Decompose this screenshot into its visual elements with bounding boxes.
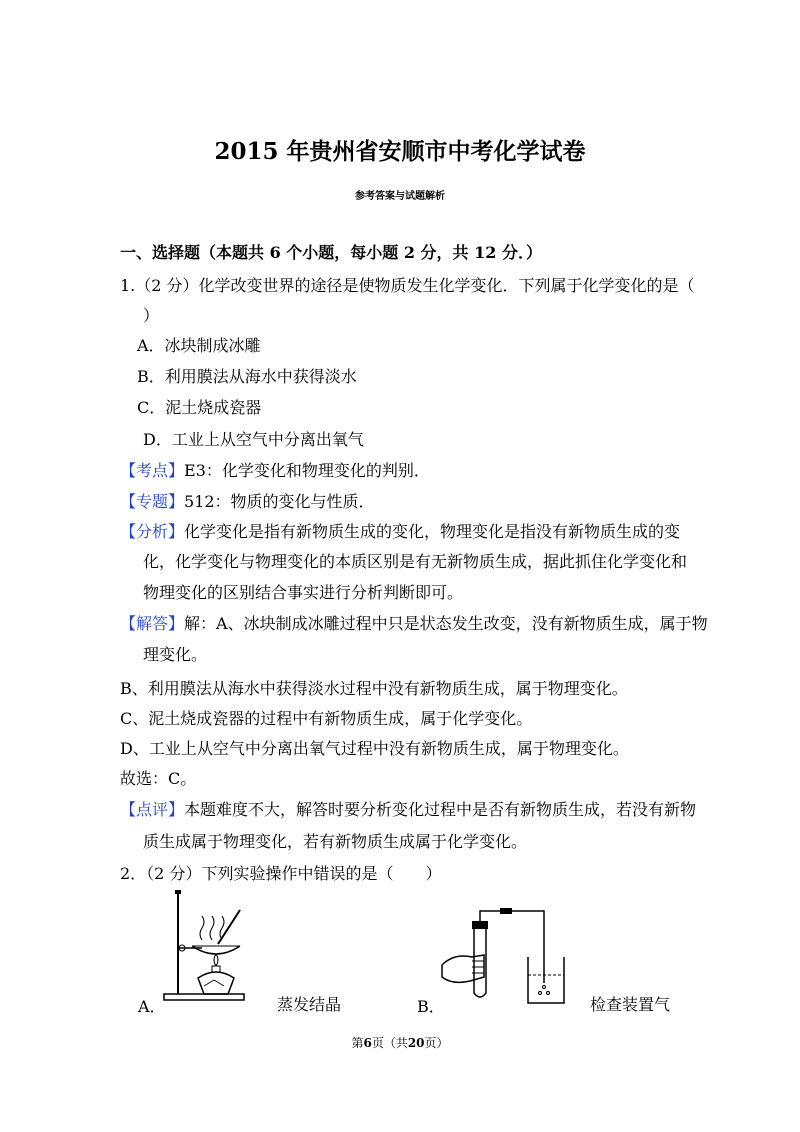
jieda-tag: 【解答】 bbox=[120, 614, 185, 633]
dianping-text: 本题难度不大，解答时要分析变化过程中是否有新物质生成，若没有新物 bbox=[184, 800, 697, 819]
q1-answer: 故选：C。 bbox=[120, 769, 197, 788]
zhuanti-text: 512：物质的变化与性质． bbox=[184, 492, 375, 511]
q1-fenxi-line3: 物理变化的区别结合事实进行分析判断即可。 bbox=[143, 583, 464, 602]
zhuanti-tag: 【专题】 bbox=[120, 492, 185, 511]
q1-fenxi-line1 bbox=[120, 519, 680, 542]
kaodian-tag: 【考点】 bbox=[120, 461, 185, 480]
jieda-text: 解：A、冰块制成冰雕过程中只是状态发生改变，没有新物质生成，属于物 bbox=[184, 614, 708, 633]
q2-option-a-letter: A． bbox=[138, 997, 166, 1016]
q1-fenxi-line2: 化，化学变化与物理变化的本质区别是有无新物质生成，据此抓住化学变化和 bbox=[143, 552, 688, 571]
footer-suffix: 页） bbox=[424, 1036, 449, 1050]
footer-page-number: 6 bbox=[363, 1036, 372, 1050]
q1-dianping-line2: 质生成属于物理变化，若有新物质生成属于化学变化。 bbox=[143, 832, 528, 851]
q1-option-d: D．工业上从空气中分离出氧气 bbox=[143, 430, 364, 449]
q2-option-b-caption: 检查装置气 bbox=[590, 995, 671, 1014]
evaporation-apparatus-figure bbox=[158, 890, 258, 1006]
q1-jieda-b: B、利用膜法从海水中获得淡水过程中没有新物质生成，属于物理变化。 bbox=[120, 679, 628, 698]
q1-zhuanti bbox=[120, 489, 375, 512]
page-subtitle: 参考答案与试题解析 bbox=[355, 191, 445, 202]
q1-dianping-line1 bbox=[120, 797, 696, 820]
q1-option-b: B．利用膜法从海水中获得淡水 bbox=[137, 367, 357, 386]
fenxi-tag: 【分析】 bbox=[120, 522, 185, 541]
q1-jieda-line2: 理变化。 bbox=[143, 645, 208, 664]
fenxi-text: 化学变化是指有新物质生成的变化，物理变化是指没有新物质生成的变 bbox=[184, 522, 681, 541]
q1-jieda-d: D、工业上从空气中分离出氧气过程中没有新物质生成，属于物理变化。 bbox=[120, 739, 629, 758]
q1-stem-line2: ） bbox=[143, 306, 160, 325]
q1-option-c: C．泥土烧成瓷器 bbox=[137, 398, 262, 417]
q2-option-a-caption: 蒸发结晶 bbox=[277, 995, 342, 1014]
q1-jieda-c: C、泥土烧成瓷器的过程中有新物质生成，属于化学变化。 bbox=[120, 709, 533, 728]
page-footer bbox=[0, 1034, 800, 1051]
q1-option-a: A．冰块制成冰雕 bbox=[137, 336, 261, 355]
q1-jieda-line1 bbox=[120, 611, 708, 634]
dianping-tag: 【点评】 bbox=[120, 800, 185, 819]
q1-stem-line1: 1.（2 分）化学改变世界的途径是使物质发生化学变化．下列属于化学变化的是（ bbox=[120, 276, 695, 295]
footer-total-pages: 20 bbox=[407, 1036, 425, 1050]
q2-stem: 2．（2 分）下列实验操作中错误的是（ ） bbox=[120, 864, 442, 883]
kaodian-text: E3：化学变化和物理变化的判别． bbox=[184, 461, 430, 480]
page-title: 2015 年贵州省安顺市中考化学试卷 bbox=[214, 138, 586, 165]
footer-prefix: 第 bbox=[351, 1036, 364, 1050]
footer-mid: 页（共 bbox=[371, 1036, 408, 1050]
q1-kaodian bbox=[120, 458, 430, 481]
section-heading: 一、选择题（本题共 6 个小题，每小题 2 分，共 12 分．） bbox=[120, 243, 542, 262]
q2-option-b-letter: B． bbox=[417, 997, 445, 1016]
airtightness-check-figure bbox=[440, 905, 580, 1005]
